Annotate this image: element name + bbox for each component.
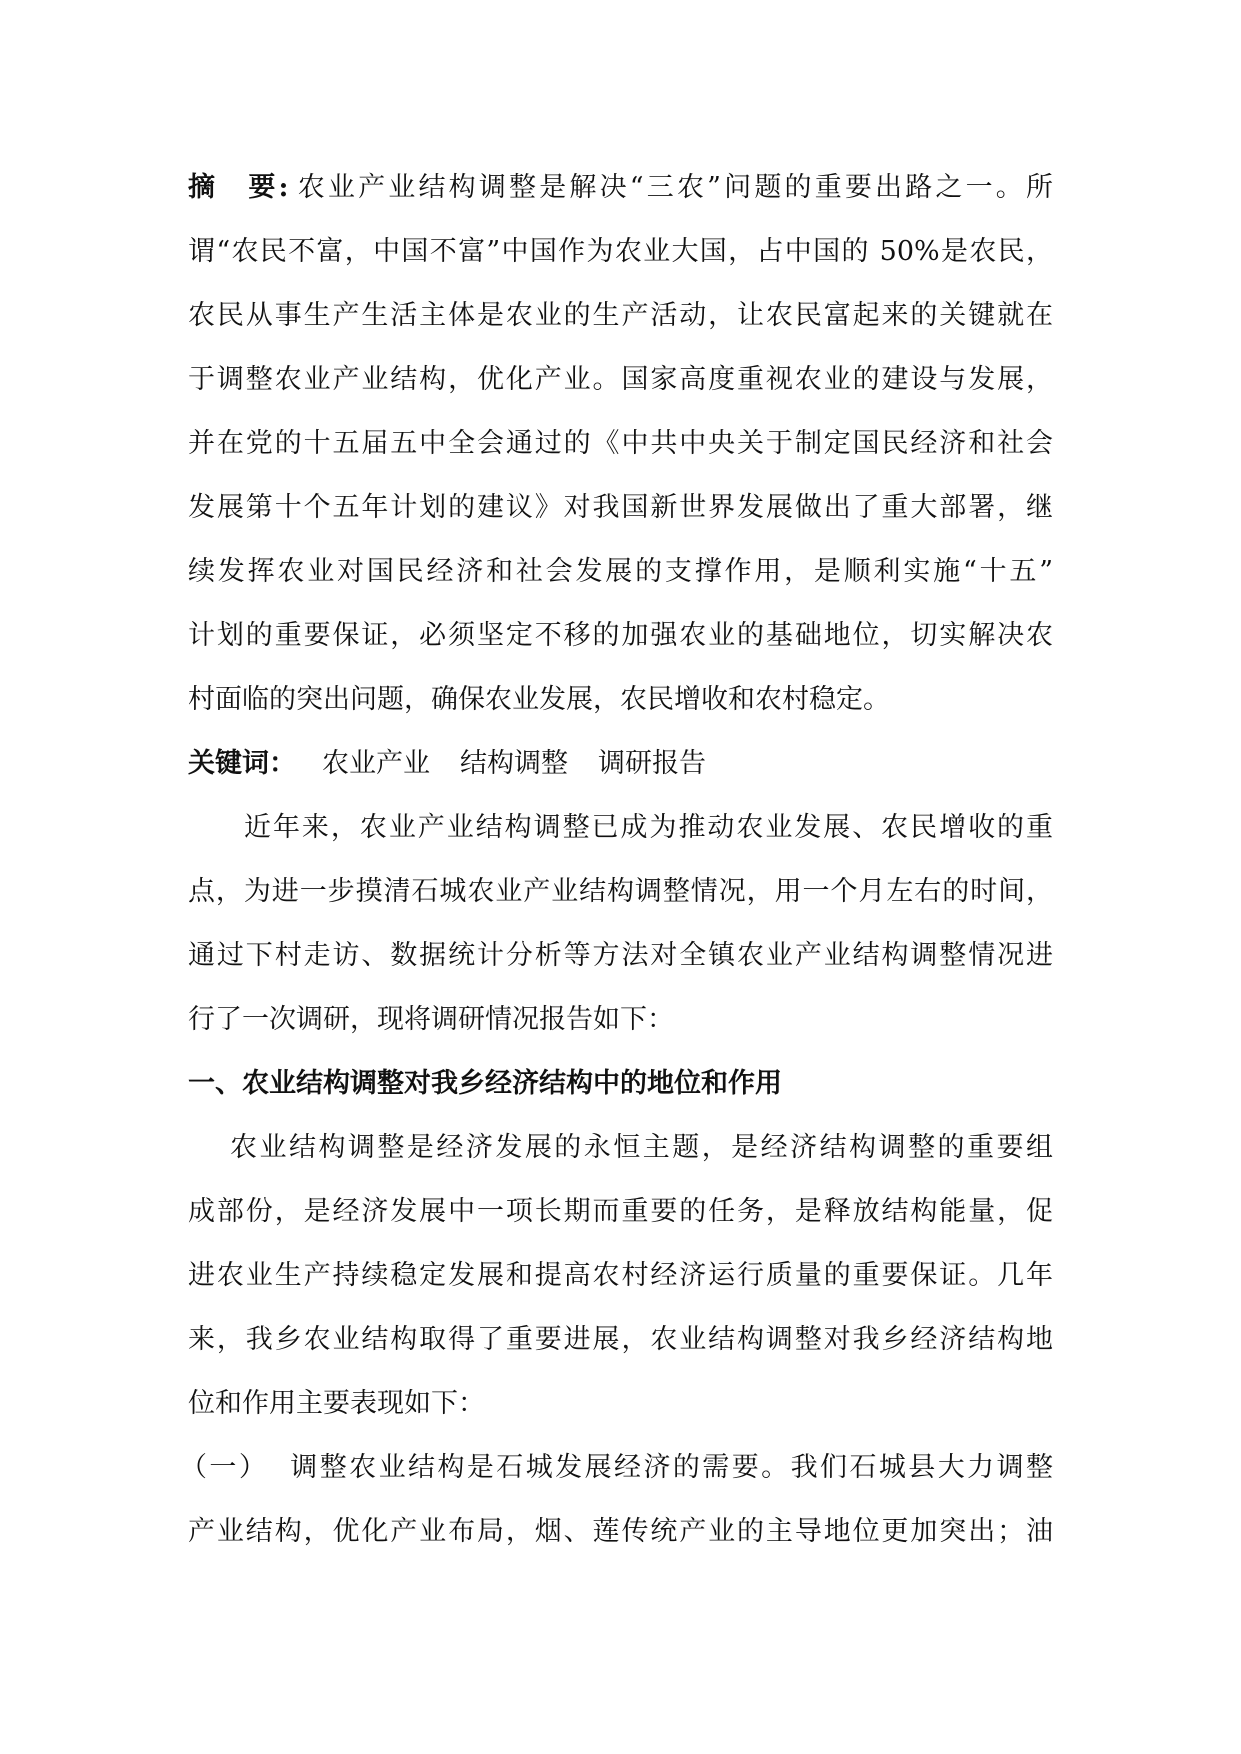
abstract-line-9: 村面临的突出问题，确保农业发展，农民增收和农村稳定。 [188, 684, 890, 715]
subsection1-line-1 [180, 1436, 1054, 1500]
keywords-label: 关键词： [188, 748, 296, 779]
section1-line-1: 农业结构调整是经济发展的永恒主题，是经济结构调整的重要组 [230, 1132, 1053, 1163]
keyword-item: 结构调整 [460, 748, 568, 779]
abstract-text: 农业产业结构调整是解决“三农”问题的重要出路之一。所 [294, 172, 1053, 203]
section-heading: 一、农业结构调整对我乡经济结构中的地位和作用 [188, 1068, 782, 1099]
keywords-line [188, 732, 1053, 796]
abstract-line-7: 续发挥农业对国民经济和社会发展的支撑作用，是顺利实施“十五” [188, 556, 1053, 587]
abstract-line-3: 农民从事生产生活主体是农业的生产活动，让农民富起来的关键就在 [188, 300, 1053, 331]
subsection-label: （一） [180, 1452, 269, 1483]
abstract-line-8: 计划的重要保证，必须坚定不移的加强农业的基础地位，切实解决农 [188, 620, 1053, 651]
intro-line-2: 点，为进一步摸清石城农业产业结构调整情况，用一个月左右的时间， [188, 876, 1053, 907]
section1-line-4: 来，我乡农业结构取得了重要进展，农业结构调整对我乡经济结构地 [188, 1324, 1053, 1355]
abstract-label: 摘 要: [188, 172, 289, 203]
keyword-item: 农业产业 [322, 748, 430, 779]
subsection1-line-2: 产业结构，优化产业布局，烟、莲传统产业的主导地位更加突出；油 [188, 1516, 1053, 1547]
abstract-line-1 [188, 156, 1053, 220]
intro-line-3: 通过下村走访、数据统计分析等方法对全镇农业产业结构调整情况进 [188, 940, 1053, 971]
abstract-line-4: 于调整农业产业结构，优化产业。国家高度重视农业的建设与发展， [188, 364, 1053, 395]
document-body [180, 156, 1054, 1564]
intro-line-4: 行了一次调研，现将调研情况报告如下： [188, 1004, 674, 1035]
section1-line-3: 进农业生产持续稳定发展和提高农村经济运行质量的重要保证。几年 [188, 1260, 1053, 1291]
abstract-line-2: 谓“农民不富，中国不富”中国作为农业大国，占中国的 50%是农民， [188, 236, 1053, 267]
abstract-line-5: 并在党的十五届五中全会通过的《中共中央关于制定国民经济和社会 [188, 428, 1053, 459]
keyword-item: 调研报告 [598, 748, 706, 779]
abstract-line-6: 发展第十个五年计划的建议》对我国新世界发展做出了重大部署，继 [188, 492, 1053, 523]
section1-line-5: 位和作用主要表现如下： [188, 1388, 485, 1419]
section1-line-2: 成部份，是经济发展中一项长期而重要的任务，是释放结构能量，促 [188, 1196, 1053, 1227]
intro-line-1: 近年来，农业产业结构调整已成为推动农业发展、农民增收的重 [244, 812, 1053, 843]
subsection-text: 调整农业结构是石城发展经济的需要。我们石城县大力调整 [290, 1452, 1054, 1483]
